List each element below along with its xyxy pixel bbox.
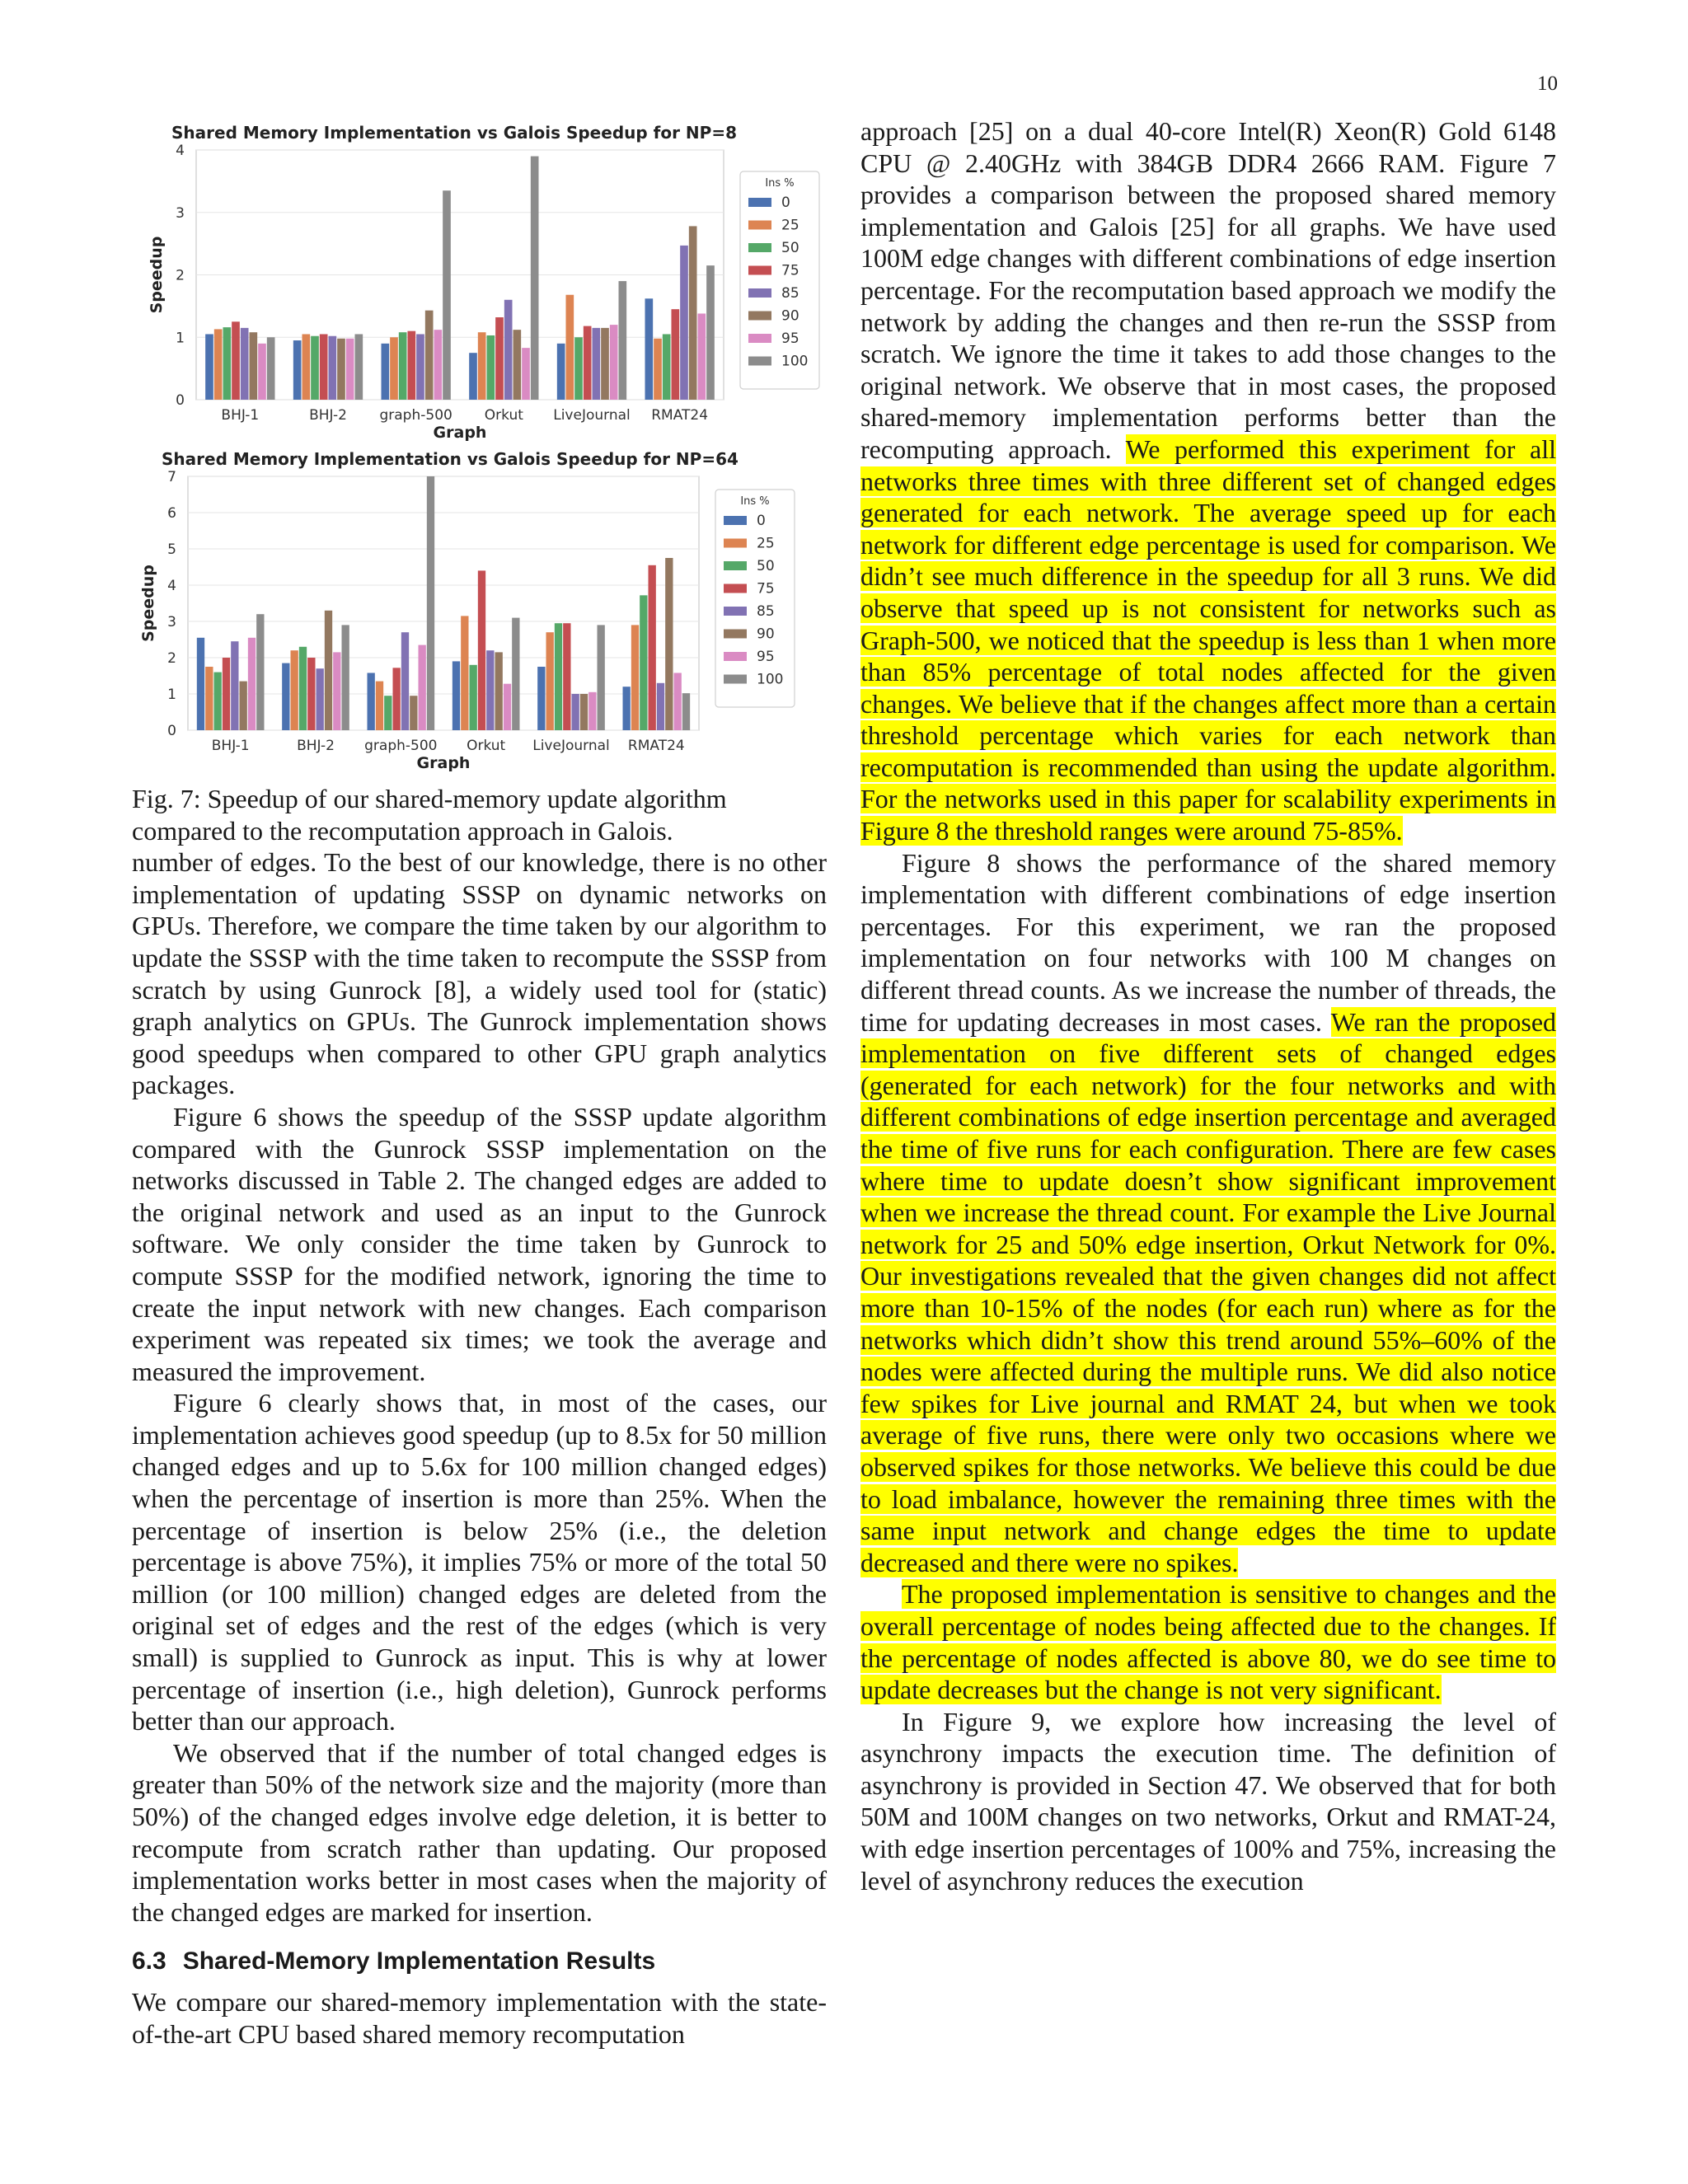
bar <box>382 344 390 400</box>
bar <box>337 339 345 400</box>
bar <box>223 327 232 400</box>
chart-title: Shared Memory Implementation vs Galois Speedup for NP=64 <box>162 449 738 469</box>
bar <box>342 625 349 730</box>
bar <box>531 157 539 400</box>
bar <box>593 328 601 400</box>
y-tick-label: 0 <box>167 723 176 739</box>
bar <box>566 295 574 400</box>
bar <box>663 334 671 400</box>
paragraph: Figure 6 clearly shows that, in most of the cases, our implementation achieves good speedup (up to 8.5x for 50 million changed edges and up to 5.6x for 100 million changed edges) when the percentage of insertion is more than 25%. When the percentage of insertion is below 25% (i.e., the deletion percentage is above 75%), it implies 75% or more of the total 50 million (or 100 million) changed edges are deleted from the original set of edges and the rest of the edges (which is very small) is supplied to Gunrock as input. This is why at lower percentage of insertion (i.e., high deletion), Gunrock performs better than our approach. <box>132 1388 827 1736</box>
legend-label: 0 <box>781 194 790 211</box>
bar <box>557 344 565 400</box>
section-heading <box>132 1946 827 1978</box>
bar <box>214 329 223 400</box>
bar <box>410 696 417 730</box>
bar <box>376 682 383 730</box>
bar <box>399 332 407 400</box>
paragraph: number of edges. To the best of our knowledge, there is no other implementation of updating SSSP on dynamic networks on GPUs. Therefore, we compare the time taken by our algorithm to update the SSSP with the time taken to recompute the SSSP from scratch by using Gunrock [8], a widely used tool for (static) graph analytics on GPUs. The Gunrock implementation shows good speedups when compared to other GPU graph analytics packages. <box>132 847 827 1100</box>
paragraph: We compare our shared-memory implementation with the state-of-the-art CPU based shared memory recomputation <box>132 1986 827 2049</box>
bar <box>665 558 673 730</box>
paragraph-text: Figure 8 shows the performance of the shared memory implementation with different combinations of edge insertion percentages. For this experiment, we ran the proposed implementation on four networks with 100 M changes on different thread counts. As we increase the number of threads, the time for updating decreases in most cases. <box>860 847 1556 1037</box>
legend-label: 95 <box>757 649 775 665</box>
bar <box>408 331 416 400</box>
legend-swatch <box>724 607 747 616</box>
bar <box>470 665 477 730</box>
bar <box>522 348 530 400</box>
bar <box>598 625 605 730</box>
bar <box>390 337 398 400</box>
bar <box>401 632 409 730</box>
bar <box>325 611 332 730</box>
bar <box>293 340 302 400</box>
legend-label: 25 <box>757 535 775 552</box>
bar <box>601 328 609 400</box>
bar <box>316 668 324 730</box>
bar <box>384 696 392 730</box>
legend-label: 25 <box>781 217 799 234</box>
bar <box>674 673 682 730</box>
plot-area <box>188 476 699 730</box>
bar <box>619 281 627 400</box>
bar <box>214 673 222 730</box>
bar <box>205 667 213 730</box>
bar <box>302 334 311 400</box>
x-tick-label: LiveJournal <box>553 407 631 424</box>
paragraph <box>860 847 1556 1579</box>
y-tick-label: 1 <box>176 330 185 347</box>
bar <box>434 330 443 400</box>
bar <box>504 684 511 730</box>
legend-swatch <box>748 198 771 207</box>
legend-label: 90 <box>781 307 799 325</box>
legend-label: 90 <box>757 626 775 643</box>
bar <box>574 337 583 400</box>
bar <box>478 570 485 730</box>
legend-label: 50 <box>757 558 775 574</box>
x-tick-label: BHJ-1 <box>211 738 250 754</box>
bar <box>487 335 495 400</box>
bar <box>706 265 715 400</box>
y-tick-label: 7 <box>167 469 176 485</box>
legend-label: 0 <box>757 513 766 529</box>
highlighted-text: We ran the proposed implementation on five different sets of changed edges (generated for each network) for the four networks and with different combinations of edge insertion percentage and averaged the time of five runs for each configuration. There are few cases where time to update doesn’t show significant improvement when we increase the thread count. For example the Live Journal network for 25 and 50% edge insertion, Orkut Network for 0%. Our investigations revealed that the given changes did not affect more than 10-15% of the nodes (for each run) where as for the networks which didn’t show this trend around 55%–60% of the nodes were affected during the multiple runs. We did also notice few spikes for Live journal and RMAT 24, but when we took average of five runs, there were only two occasions where we observed spikes for those networks. We believe this could be due to load imbalance, however the remaining three times with the same input network and change edges the time to update decreased and there were no spikes. <box>860 1006 1557 1577</box>
x-axis-label: Graph <box>416 754 471 772</box>
chart-np8 <box>132 115 827 443</box>
legend-swatch <box>724 561 747 570</box>
bar <box>329 336 337 400</box>
y-tick-label: 4 <box>167 578 176 594</box>
x-tick-label: RMAT24 <box>627 738 685 754</box>
left-column <box>132 115 827 2050</box>
y-tick-label: 1 <box>167 687 176 703</box>
bar <box>640 595 647 730</box>
paragraph-text: approach [25] on a dual 40-core Intel(R) Xeon(R) Gold 6148 CPU @ 2.40GHz with 384GB DDR4 2666 RAM. Figure 7 provides a comparison between the proposed shared memory implementation and Galois [25] for all graphs. We have used 100M edge changes with different combinations of edge insertion percentage. For the recomputation based approach we modify the network by adding the changes and then re-run the SSSP from scratch. We ignore the time it takes to add those changes to the original network. We observe that in most cases, the proposed shared-memory implementation performs better than the recomputing approach. <box>860 116 1556 464</box>
paragraph: We observed that if the number of total changed edges is greater than 50% of the network size and the majority (more than 50%) of the changed edges involve edge deletion, it is better to recompute from scratch rather than updating. Our proposed implementation works better in most cases when the majority of the changed edges are marked for insertion. <box>132 1737 827 1927</box>
legend-swatch <box>748 243 771 252</box>
y-tick-label: 3 <box>176 204 185 222</box>
bar <box>572 694 579 730</box>
y-tick-label: 4 <box>176 143 185 159</box>
bar <box>416 334 424 400</box>
bar <box>469 353 477 400</box>
bar <box>623 687 631 730</box>
paragraph <box>860 1578 1556 1705</box>
bar <box>425 311 434 400</box>
bar <box>240 682 247 730</box>
bar <box>333 652 340 730</box>
x-tick-label: Orkut <box>484 407 523 424</box>
legend-label: 75 <box>757 580 775 598</box>
bar <box>478 332 486 400</box>
bar <box>419 645 426 730</box>
bar <box>649 565 656 730</box>
x-tick-label: graph-500 <box>364 738 438 754</box>
bar <box>355 334 363 400</box>
y-tick-label: 5 <box>167 541 176 558</box>
legend-label: 85 <box>757 603 775 620</box>
highlighted-text: We performed this experiment for all networks three times with three different set of changed edges generated for each network. The average speed up for each network for different edge percentage is used for comparison. We didn’t see much difference in the speedup for all 3 runs. We did observe that speed up is not consistent for networks such as Graph-500, we noticed that the speedup is less than 1 when more than 85% percentage of total nodes affected for the given changes. We believe that if the changes affect more than a certain threshold percentage which varies for each network than recomputation is recommended than using the update algorithm. For the networks used in this paper for scalability experiments in Figure 8 the threshold ranges were around 75-85%. <box>860 434 1557 846</box>
x-tick-label: RMAT24 <box>651 407 709 424</box>
bar <box>282 663 289 730</box>
bar <box>555 623 562 730</box>
legend-swatch <box>724 630 747 639</box>
bar <box>393 668 401 730</box>
bar <box>232 321 240 400</box>
legend-swatch <box>748 266 771 275</box>
bar <box>495 317 504 400</box>
bar <box>588 692 596 730</box>
x-axis-label: Graph <box>433 424 487 442</box>
bar <box>427 476 434 730</box>
legend-label: 85 <box>781 285 799 302</box>
bar <box>631 625 639 730</box>
bar <box>513 330 522 400</box>
bar <box>241 328 249 400</box>
bar <box>504 300 513 400</box>
y-axis-label: Speedup <box>139 565 157 642</box>
legend-label: 100 <box>757 671 784 688</box>
bar <box>680 246 688 400</box>
bar <box>654 339 662 400</box>
y-tick-label: 0 <box>176 392 185 409</box>
bar <box>205 334 213 400</box>
bar <box>495 652 503 730</box>
y-tick-label: 3 <box>167 614 176 630</box>
bar <box>682 693 690 730</box>
legend-swatch <box>724 675 747 684</box>
bar <box>461 616 468 730</box>
legend-label: 75 <box>781 262 799 279</box>
legend-swatch <box>724 539 747 548</box>
legend-label: 95 <box>781 330 799 347</box>
x-tick-label: Orkut <box>467 738 506 754</box>
bar <box>197 638 204 730</box>
bar <box>452 661 460 730</box>
bar <box>443 190 451 400</box>
bar <box>584 326 592 400</box>
bar <box>563 623 570 730</box>
legend-swatch <box>748 312 771 321</box>
legend-label: 50 <box>781 240 799 256</box>
bar <box>231 641 238 730</box>
highlighted-text: The proposed implementation is sensitive to changes and the overall percentage of nodes being affected due to the changes. If the percentage of nodes affected is above 80, we do see time to update decreases but the change is not very significant. <box>860 1579 1556 1705</box>
bar <box>346 339 354 400</box>
right-column <box>860 115 1556 1896</box>
bar <box>299 647 307 730</box>
bar <box>512 618 519 730</box>
paragraph: In Figure 9, we explore how increasing the level of asynchrony impacts the execution time. The definition of asynchrony is provided in Section 47. We observed that for both 50M and 100M changes on two networks, Orkut and RMAT-24, with edge insertion percentages of 100% and 75%, increasing the level of asynchrony reduces the execution <box>860 1706 1556 1896</box>
legend-swatch <box>748 288 771 298</box>
legend-swatch <box>748 221 771 230</box>
bar <box>657 683 664 730</box>
bar <box>248 638 256 730</box>
bar <box>307 658 315 730</box>
x-tick-label: BHJ-1 <box>221 407 260 424</box>
bar <box>258 344 266 400</box>
bar <box>486 650 494 730</box>
bar <box>610 325 618 400</box>
bar <box>223 658 230 730</box>
bar <box>368 673 375 730</box>
legend-swatch <box>724 516 747 525</box>
bar <box>645 298 654 400</box>
figure-caption: Fig. 7: Speedup of our shared-memory update algorithm compared to the recomputation approach in Galois. <box>132 784 727 846</box>
y-tick-label: 6 <box>167 505 176 522</box>
bar <box>250 332 258 400</box>
bar <box>672 309 680 400</box>
legend-swatch <box>724 584 747 593</box>
bar <box>267 337 275 400</box>
section-number: 6.3 <box>132 1947 166 1975</box>
bar <box>311 336 319 400</box>
bar <box>537 667 545 730</box>
legend-swatch <box>748 357 771 366</box>
bar <box>291 650 298 730</box>
x-tick-label: BHJ-2 <box>297 738 335 754</box>
paragraph: Figure 6 shows the speedup of the SSSP update algorithm compared with the Gunrock SSSP implementation on the networks discussed in Table 2. The changed edges are added to the original network and used as an input to the Gunrock software. We only consider the time taken by Gunrock to compute SSSP for the modified network, ignoring the time to create the input network with new changes. Each comparison experiment was repeated six times; we took the average and measured the improvement. <box>132 1101 827 1386</box>
y-tick-label: 2 <box>176 267 185 284</box>
legend-title: Ins % <box>740 495 770 508</box>
paragraph <box>860 115 1556 847</box>
legend-swatch <box>748 334 771 343</box>
bar <box>546 632 554 730</box>
bar <box>320 334 328 400</box>
y-tick-label: 2 <box>167 650 176 667</box>
x-tick-label: BHJ-2 <box>309 407 347 424</box>
x-tick-label: graph-500 <box>379 407 452 424</box>
figure-7 <box>132 115 827 846</box>
legend-title: Ins % <box>765 177 795 190</box>
legend-swatch <box>724 652 747 661</box>
chart-title: Shared Memory Implementation vs Galois Speedup for NP=8 <box>171 123 737 143</box>
chart-np64 <box>132 443 827 783</box>
x-tick-label: LiveJournal <box>532 738 610 754</box>
legend-label: 100 <box>781 353 809 370</box>
bar <box>580 694 588 730</box>
page-number: 10 <box>1537 73 1558 95</box>
bar <box>689 226 697 400</box>
y-axis-label: Speedup <box>148 236 166 314</box>
section-title: Shared-Memory Implementation Results <box>182 1947 656 1975</box>
bar <box>256 614 264 730</box>
bar <box>698 313 706 400</box>
